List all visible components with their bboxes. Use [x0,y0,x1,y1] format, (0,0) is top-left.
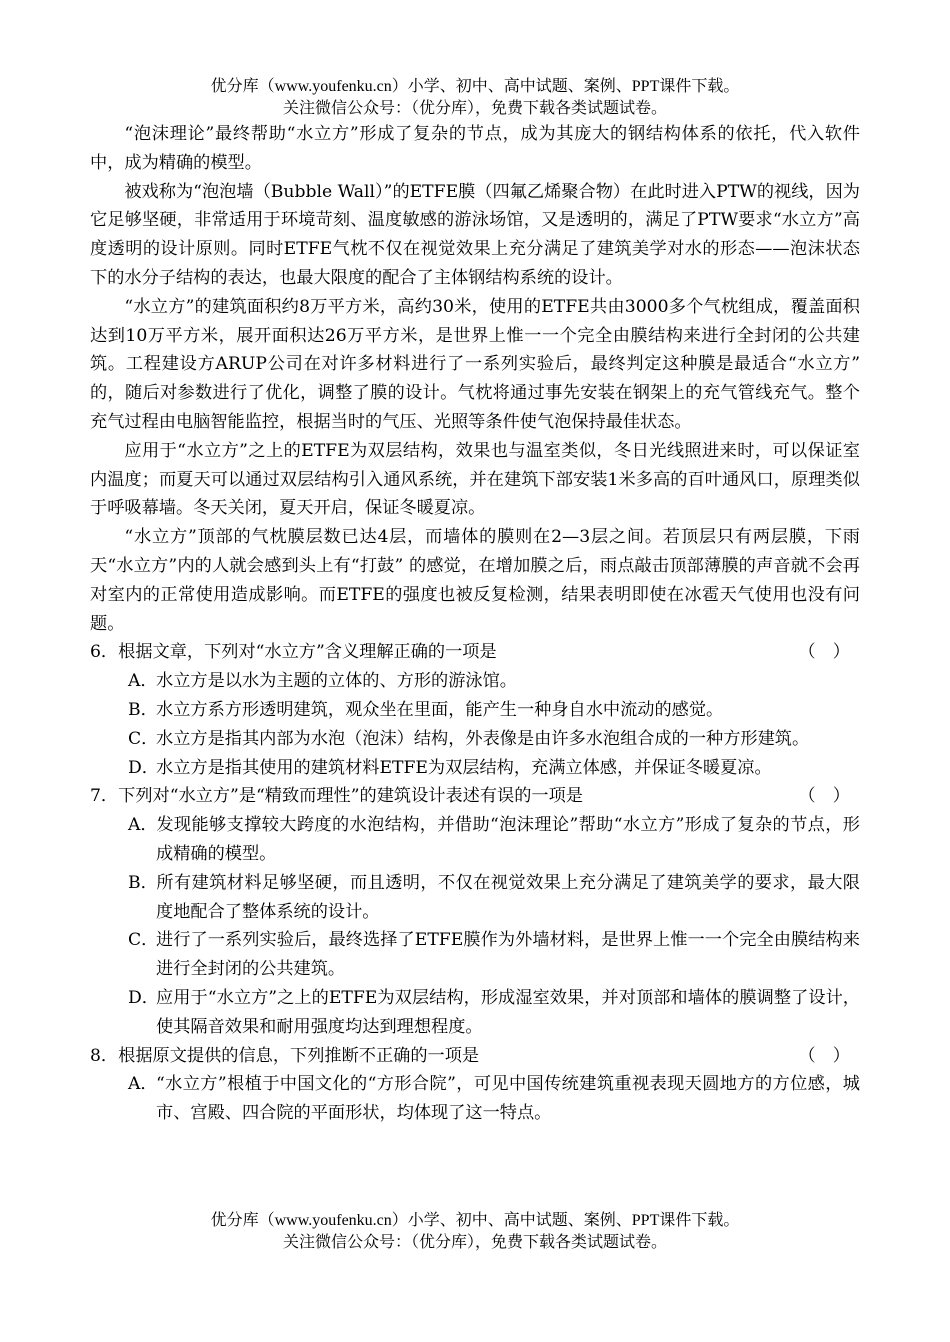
option-label: D． [128,987,159,1008]
option-text: 应用于“水立方”之上的ETFE为双层结构，形成湿室效果，并对顶部和墙体的膜调整了设计，使其隔音效果和耐用强度均达到理想程度。 [156,987,860,1037]
option-text: 水立方是指其内部为水泡（泡沫）结构，外表像是由许多水泡组合成的一种方形建筑。 [156,728,810,749]
option-b [128,696,860,725]
header-line-2: 关注微信公众号：（优分库），免费下载各类试题试卷。 [282,100,667,117]
option-d [128,984,860,1042]
option-a [128,811,860,869]
option-label: C． [128,930,159,951]
paragraph: 应用于“水立方”之上的ETFE为双层结构，效果也与温室类似，冬日光线照进来时，可以保证室内温度；而夏天可以通过双层结构引入通风系统，并在建筑下部安装1米多高的百叶通风口，原理类似于呼吸幕墙。冬天关闭，夏天开启，保证冬暖夏凉。 [90,440,860,519]
option-a [128,1070,860,1128]
option-a [128,667,860,696]
option-text: “水立方”根植于中国文化的“方形合院”，可见中国传统建筑重视表现天圆地方的方位感，城市、宫殿、四合院的平面形状，均体现了这一特点。 [156,1074,860,1124]
answer-paren: （ ） [798,1045,850,1066]
question-stem: 根据文章，下列对“水立方”含义理解正确的一项是 [118,642,497,663]
option-text: 水立方是指其使用的建筑材料ETFE为双层结构，充满立体感，并保证冬暖夏凉。 [156,757,772,778]
paragraph: “水立方”的建筑面积约8万平方米，高约30米，使用的ETFE共由3000多个气枕组成，覆盖面积达到10万平方米，展开面积达26万平方米，是世界上惟一一个完全由膜结构来进行全封闭的公共建筑。工程建设方ARUP公司在对许多材料进行了一系列实验后，最终判定这种膜是最适合“水立方” 的，随后对参数进行了优化，调整了膜的设计。气枕将通过事先安装在钢架上的充气管线充气。整个充气过程由电脑智能监控，根据当时的气压、光照等条件使气泡保持最佳状态。 [90,296,860,432]
option-label: C． [128,728,159,749]
option-text: 所有建筑材料足够坚硬，而且透明，不仅在视觉效果上充分满足了建筑美学的要求，最大限度地配合了整体系统的设计。 [156,872,860,922]
option-label: D． [128,757,159,778]
paragraph: 被戏称为“泡泡墙（Bubble Wall）”的ETFE膜（四氟乙烯聚合物）在此时进入PTW的视线，因为它足够坚硬，非常适用于环境苛刻、温度敏感的游泳场馆，又是透明的，满足了PTW要求“水立方”高度透明的设计原则。同时ETFE气枕不仅在视觉效果上充分满足了建筑美学对水的形态——泡沫状态下的水分子结构的表达，也最大限度的配合了主体钢结构系统的设计。 [90,181,860,288]
footer-line-1: 优分库（www.youfenku.cn）小学、初中、高中试题、案例、PPT课件下载。 [210,1212,740,1229]
question-6 [90,638,860,667]
answer-paren: （ ） [798,786,850,807]
question-stem: 下列对“水立方”是“精致而理性”的建筑设计表述有误的一项是 [118,786,583,807]
question-stem: 根据原文提供的信息，下列推断不正确的一项是 [118,1045,480,1066]
option-c [128,926,860,984]
question-number: 7． [90,786,119,807]
option-text: 发现能够支撑较大跨度的水泡结构，并借助“泡沫理论”帮助“水立方”形成了复杂的节点，形成精确的模型。 [156,815,860,864]
option-c [128,725,860,754]
option-label: B． [128,872,158,893]
article-body [90,120,860,1128]
option-label: A． [128,815,158,836]
header-line-1: 优分库（www.youfenku.cn）小学、初中、高中试题、案例、PPT课件下载。 [210,78,740,95]
option-text: 进行了一系列实验后，最终选择了ETFE膜作为外墙材料，是世界上惟一一个完全由膜结构来进行全封闭的公共建筑。 [156,930,860,980]
option-text: 水立方是以水为主题的立体的、方形的游泳馆。 [156,671,517,692]
option-label: A． [128,1074,158,1095]
option-text: 水立方系方形透明建筑，观众坐在里面，能产生一种身自水中流动的感觉。 [156,699,724,720]
option-d [128,754,860,783]
question-number: 6． [90,642,119,663]
paragraph: “水立方”顶部的气枕膜层数已达4层，而墙体的膜则在2—3层之间。若顶层只有两层膜，下雨天“水立方”内的人就会感到头上有“打鼓” 的感觉，在增加膜之后，雨点敲击顶部薄膜的声音就不会再对室内的正常使用造成影响。而ETFE的强度也被反复检测，结果表明即使在冰雹天气使用也没有问题。 [90,527,860,634]
question-8 [90,1042,860,1071]
footer-line-2: 关注微信公众号：（优分库），免费下载各类试题试卷。 [282,1234,667,1251]
question-7 [90,782,860,811]
option-label: A． [128,671,158,692]
question-number: 8． [90,1045,119,1066]
paragraph: “泡沫理论”最终帮助“水立方”形成了复杂的节点，成为其庞大的钢结构体系的依托，代入软件中，成为精确的模型。 [90,124,860,173]
option-b [128,869,860,927]
answer-paren: （ ） [798,642,850,663]
option-label: B． [128,699,158,720]
